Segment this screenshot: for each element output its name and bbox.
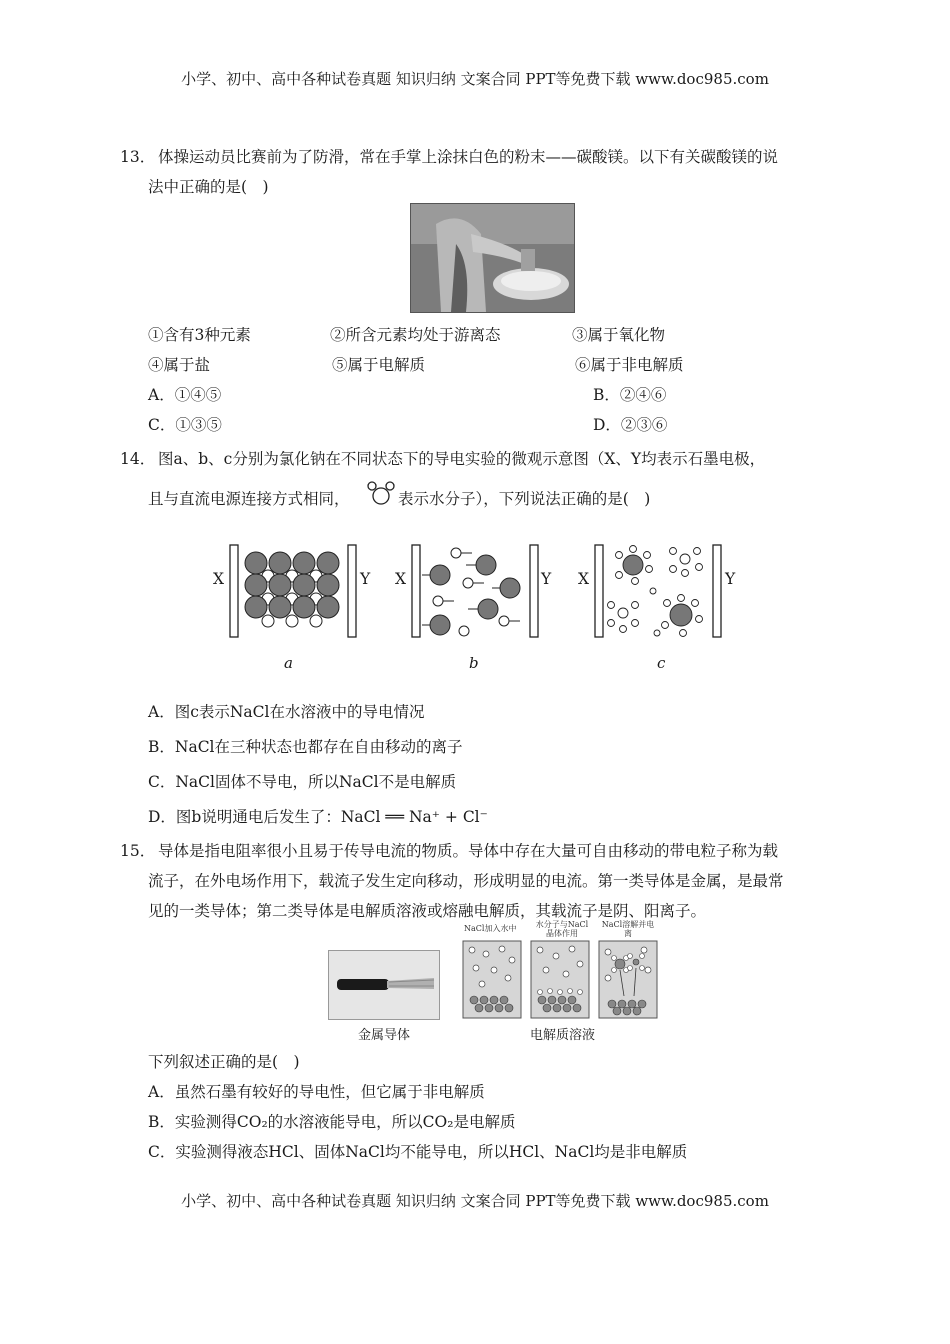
q15-stem-line3: 见的一类导体；第二类导体是电解质溶液或熔融电解质，其载流子是阴、阳离子。	[148, 902, 707, 920]
fig-c-electrode-x: X	[578, 570, 590, 588]
fig-c-electrode-y: Y	[725, 570, 736, 588]
q14-option-d[interactable]: D．图b说明通电后发生了：NaCl ══ Na⁺ + Cl⁻	[148, 808, 488, 826]
gymnast-photo	[410, 203, 575, 313]
q14-option-c[interactable]: C．NaCl固体不导电，所以NaCl不是电解质	[148, 773, 457, 791]
q13-statement-6: ⑥属于非电解质	[575, 356, 684, 374]
q13-option-d[interactable]: D．②③⑥	[593, 416, 668, 434]
q15-stem-line1: 导体是指电阻率很小且易于传导电流的物质。导体中存在大量可自由移动的带电粒子称为载	[158, 842, 779, 860]
q15-option-b[interactable]: B．实验测得CO₂的水溶液能导电，所以CO₂是电解质	[148, 1113, 516, 1131]
q13-option-b[interactable]: B．②④⑥	[593, 386, 667, 404]
panel-label-2: 水分子与NaCl晶体作用	[535, 920, 589, 938]
fig-b-electrode-x: X	[395, 570, 407, 588]
fig-label-b: b	[469, 654, 479, 672]
q13-option-c[interactable]: C．①③⑤	[148, 416, 222, 434]
caption-metal-conductor: 金属导体	[358, 1028, 411, 1043]
fig-c-nacl-solution	[593, 543, 723, 639]
q15-option-a[interactable]: A．虽然石墨有较好的导电性，但它属于非电解质	[148, 1083, 485, 1101]
q15-option-c[interactable]: C．实验测得液态HCl、固体NaCl均不能导电，所以HCl、NaCl均是非电解质	[148, 1143, 688, 1161]
q15-stem-line2: 流子，在外电场作用下，载流子发生定向移动，形成明显的电流。第一类导体是金属，是最常	[148, 872, 784, 890]
q14-stem-line1: 图a、b、c分别为氯化钠在不同状态下的导电实验的微观示意图（X、Y均表示石墨电极，	[158, 450, 766, 468]
q13-statement-5: ⑤属于电解质	[332, 356, 426, 374]
q14-option-b[interactable]: B．NaCl在三种状态也都存在自由移动的离子	[148, 738, 463, 756]
q13-number: 13．	[120, 148, 156, 166]
electrolyte-solution-diagram	[462, 940, 658, 1020]
q13-statement-4: ④属于盐	[148, 356, 211, 374]
fig-a-electrode-y: Y	[360, 570, 371, 588]
caption-electrolyte-solution: 电解质溶液	[530, 1028, 596, 1043]
panel-label-1: NaCl加入水中	[464, 924, 517, 933]
q14-stem-line2b: 表示水分子），下列说法正确的是( )	[398, 490, 651, 508]
gymnast-photo-art	[411, 204, 574, 312]
fig-a-solid-nacl	[228, 543, 358, 639]
metal-wire-art	[329, 951, 439, 1019]
q14-number: 14．	[120, 450, 156, 468]
q14-stem-line2a: 且与直流电源连接方式相同，	[148, 490, 350, 508]
water-molecule-icon	[366, 480, 396, 506]
q13-statement-1: ①含有3种元素	[148, 326, 251, 344]
q14-option-a[interactable]: A．图c表示NaCl在水溶液中的导电情况	[148, 703, 425, 721]
q13-stem-line1: 体操运动员比赛前为了防滑，常在手掌上涂抹白色的粉末——碳酸镁。以下有关碳酸镁的说	[158, 148, 779, 166]
q13-statement-3: ③属于氧化物	[572, 326, 666, 344]
q15-number: 15．	[120, 842, 156, 860]
page-header: 小学、初中、高中各种试卷真题 知识归纳 文案合同 PPT等免费下载 www.doc985.com	[181, 70, 769, 88]
q13-stem-line2: 法中正确的是( )	[148, 178, 269, 196]
metal-conductor-photo	[328, 950, 440, 1020]
page-footer: 小学、初中、高中各种试卷真题 知识归纳 文案合同 PPT等免费下载 www.doc985.com	[181, 1192, 769, 1210]
fig-label-c: c	[657, 654, 666, 672]
fig-b-molten-nacl	[410, 543, 540, 639]
q13-statement-2: ②所含元素均处于游离态	[330, 326, 501, 344]
q15-stem-question: 下列叙述正确的是( )	[148, 1053, 300, 1071]
fig-a-electrode-x: X	[213, 570, 225, 588]
fig-label-a: a	[284, 654, 293, 672]
fig-b-electrode-y: Y	[541, 570, 552, 588]
q13-option-a[interactable]: A．①④⑤	[148, 386, 222, 404]
panel-label-3: NaCl溶解并电离	[601, 920, 655, 938]
